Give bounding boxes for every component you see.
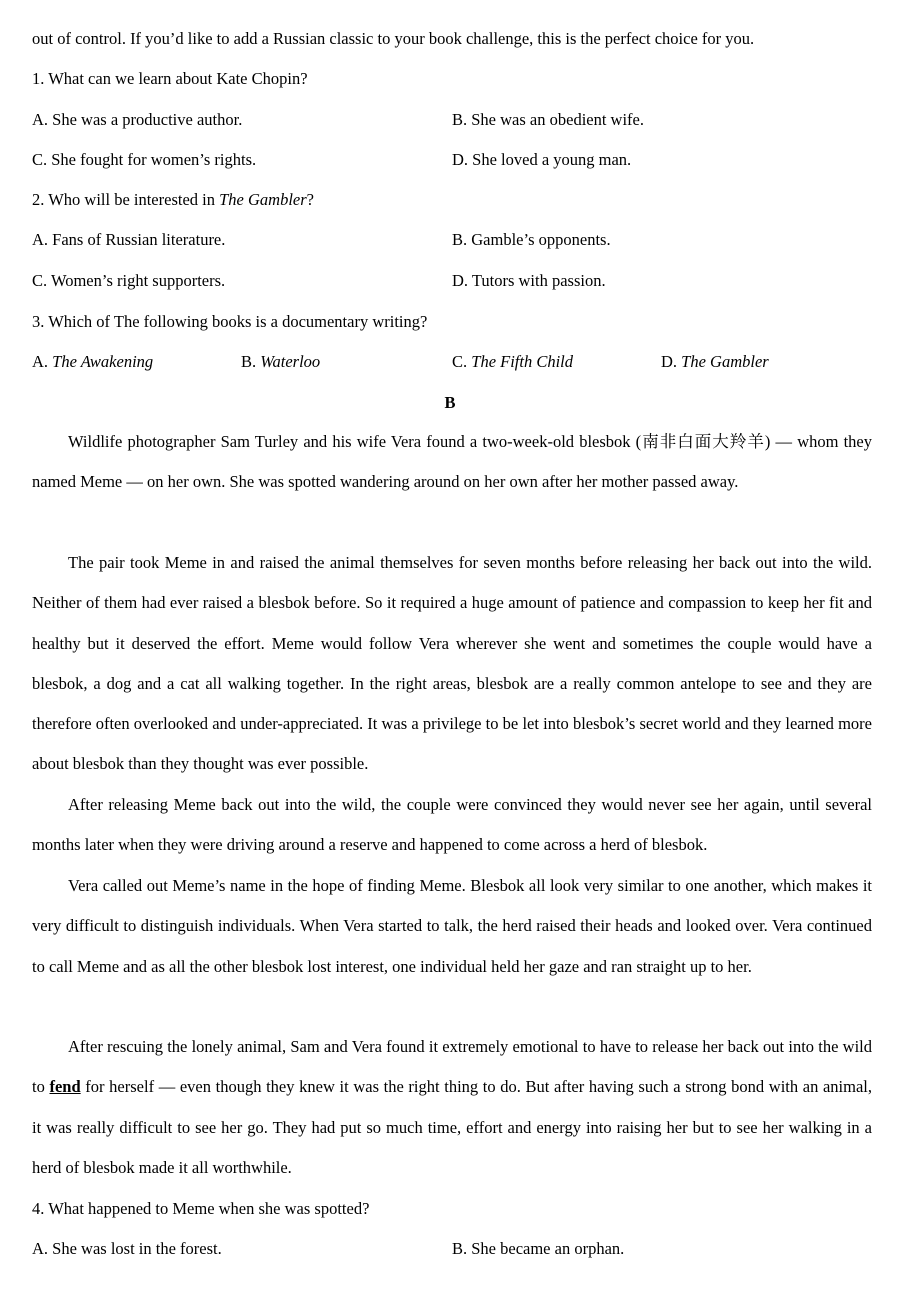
passage-paragraph-1: Wildlife photographer Sam Turley and his wife Vera found a two-week-old blesbok (南非白面大羚羊) — whom they named Meme — on her own. She was spotted wandering around on her own after her mother passed away. <box>32 432 872 492</box>
q1-option-d: D. She loved a young man. <box>452 150 632 169</box>
q3-option-a <box>32 352 153 372</box>
q3-option-a-letter: A. <box>32 352 53 371</box>
q3-option-b-title: Waterloo <box>260 352 321 371</box>
question-2-suffix: ? <box>306 190 314 209</box>
question-2-book-title: The Gambler <box>219 190 307 209</box>
q2-option-b: B. Gamble’s opponents. <box>452 230 611 249</box>
q4-option-a: A. She was lost in the forest. <box>32 1239 222 1258</box>
q3-option-c <box>452 352 573 372</box>
q2-option-d: D. Tutors with passion. <box>452 271 606 290</box>
q3-option-d-title: The Gambler <box>681 352 769 371</box>
q3-option-b <box>241 352 320 372</box>
question-2 <box>32 190 872 210</box>
passage-tail-line: out of control. If you’d like to add a Russian classic to your book challenge, this is the perfect choice for you. <box>32 29 755 48</box>
passage-paragraph-5 <box>32 1027 872 1188</box>
q1-option-a: A. She was a productive author. <box>32 110 243 129</box>
passage-paragraph-4: Vera called out Meme’s name in the hope of finding Meme. Blesbok all look very similar to one another, which makes it very difficult to distinguish individuals. When Vera started to talk, the herd raised their heads and looked over. Vera continued to call Meme and as all the other blesbok lost interest, one individual held her gaze and ran straight up to her. <box>32 876 872 976</box>
paragraph-5-text-before: After rescuing the lonely animal, Sam and Vera found it extremely emotional to have to release her back out into the wild to <box>32 1037 872 1097</box>
q2-option-a: A. Fans of Russian literature. <box>32 230 226 249</box>
q3-option-b-letter: B. <box>241 352 261 371</box>
question-2-prefix: 2. Who will be interested in <box>32 190 220 209</box>
q1-option-c: C. She fought for women’s rights. <box>32 150 257 169</box>
q3-option-d <box>661 352 769 372</box>
passage-paragraph-2: The pair took Meme in and raised the animal themselves for seven months before releasing her back out into the wild. Neither of them had ever raised a blesbok before. So it required a huge amount of patience and compassion to keep her fit and healthy but it deserved the effort. Meme would follow Vera wherever she went and sometimes the couple would have a blesbok, a dog and a cat all walking together. In the right areas, blesbok are a really common antelope to see and they are therefore often overlooked and under-appreciated. It was a privilege to be let into blesbok’s secret world and they learned more about blesbok than they thought was ever possible. <box>32 553 872 774</box>
question-3: 3. Which of The following books is a documentary writing? <box>32 312 428 331</box>
question-4: 4. What happened to Meme when she was spotted? <box>32 1199 370 1218</box>
q3-option-a-title: The Awakening <box>52 352 154 371</box>
q3-option-c-letter: C. <box>452 352 472 371</box>
q3-option-c-title: The Fifth Child <box>471 352 574 371</box>
paragraph-5-text-after: for herself — even though they knew it was the right thing to do. But after having such a strong bond with an animal, it was really difficult to see her go. They had put so much time, effort and energy into raising her but to see her walking in a herd of blesbok made it all worthwhile. <box>32 1077 872 1177</box>
passage-paragraph-3: After releasing Meme back out into the wild, the couple were convinced they would never see her again, until several months later when they were driving around a reserve and happened to come across a herd of blesbok. <box>32 795 872 855</box>
keyword-fend: fend <box>49 1077 81 1097</box>
q3-option-d-letter: D. <box>661 352 682 371</box>
q4-option-b: B. She became an orphan. <box>452 1239 625 1258</box>
q1-option-b: B. She was an obedient wife. <box>452 110 644 129</box>
section-heading: B <box>444 393 456 412</box>
q2-option-c: C. Women’s right supporters. <box>32 271 226 290</box>
question-1: 1. What can we learn about Kate Chopin? <box>32 69 308 88</box>
